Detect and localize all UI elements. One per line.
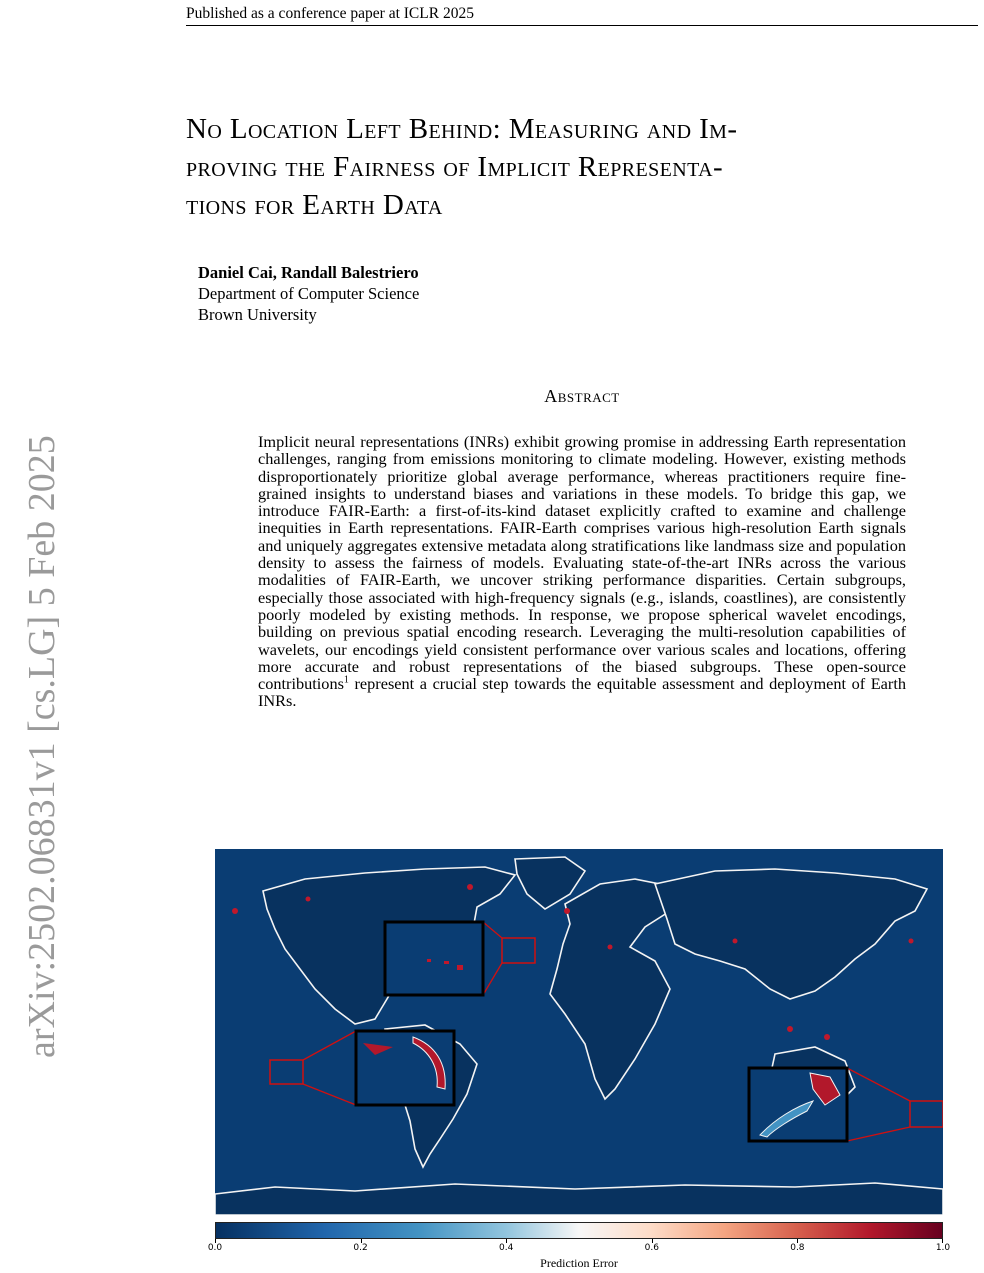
colorbar-tick-label: 0.8 <box>790 1243 805 1253</box>
error-hotspot <box>608 945 613 950</box>
error-hotspot <box>564 908 570 914</box>
colorbar-tick-label: 0.6 <box>644 1243 659 1253</box>
title-line: No Location Left Behind: Measuring and Im- <box>186 113 738 145</box>
abstract-text-end: represent a crucial step towards the equitable assessment and deployment of Earth INRs. <box>258 674 906 711</box>
author-names: Daniel Cai, Randall Balestriero <box>198 263 419 282</box>
error-hotspot <box>444 961 449 964</box>
colorbar-tick-label: 0.0 <box>207 1243 223 1253</box>
prediction-error-world-map <box>215 849 943 1215</box>
error-hotspot <box>733 939 738 944</box>
error-hotspot <box>787 1026 793 1032</box>
error-hotspot <box>909 939 914 944</box>
abstract-body <box>258 433 906 710</box>
error-hotspot <box>232 908 238 914</box>
author-block <box>198 262 419 325</box>
author-institution: Brown University <box>198 305 317 324</box>
footnote-marker[interactable]: 1 <box>343 674 349 686</box>
colorbar-tick-label: 0.4 <box>499 1243 514 1253</box>
title-line: proving the Fairness of Implicit Representa- <box>186 151 724 183</box>
inset-magnified-view <box>749 1068 847 1141</box>
header-rule <box>186 25 978 26</box>
running-header: Published as a conference paper at ICLR 2025 <box>186 5 474 22</box>
colorbar-tick-label: 1.0 <box>935 1243 951 1253</box>
title-line: tions for Earth Data <box>186 189 443 221</box>
inset-magnified-view <box>385 922 483 995</box>
paper-title <box>186 110 978 224</box>
error-hotspot <box>306 897 311 902</box>
author-department: Department of Computer Science <box>198 284 420 303</box>
abstract-text: Implicit neural representations (INRs) exhibit growing promise in addressing Earth representation challenges, ranging from emissions monitoring to climate modeling. However, existing methods disproportionately prioritize global average performance, whereas practitioners require fine-grained insights to understand biases and variations in these models. To bridge this gap, we introduce FAIR-Earth: a first-of-its-kind dataset explicitly crafted to examine and challenge inequities in Earth representations. FAIR-Earth comprises various high-resolution Earth signals and uniquely aggregates extensive metadata along stratifications like landmass size and population density to assess the fairness of models. Evaluating state-of-the-art INRs across the various modalities of FAIR-Earth, we uncover striking performance disparities. Certain subgroups, especially those associated with high-frequency signals (e.g., islands, coastlines), are consistently poorly modeled by existing methods. In response, we propose spherical wavelet encodings, building on previous spatial encoding research. Leveraging the multi-resolution capabilities of wavelets, our encodings yield consistent performance over various scales and locations, offering more accurate and robust representations of the biased subgroups. These open-source contributions <box>258 432 906 694</box>
colorbar <box>215 1222 943 1239</box>
error-hotspot <box>467 884 473 890</box>
error-hotspot <box>427 959 431 962</box>
colorbar-tick-label: 0.2 <box>353 1243 368 1253</box>
colorbar-label: Prediction Error <box>540 1256 618 1270</box>
abstract-heading: Abstract <box>544 386 620 406</box>
arxiv-identifier-stamp: arXiv:2502.06831v1 [cs.LG] 5 Feb 2025 <box>21 435 63 1058</box>
error-hotspot <box>824 1034 830 1040</box>
world-map-svg <box>215 849 943 1215</box>
error-hotspot <box>457 965 463 970</box>
